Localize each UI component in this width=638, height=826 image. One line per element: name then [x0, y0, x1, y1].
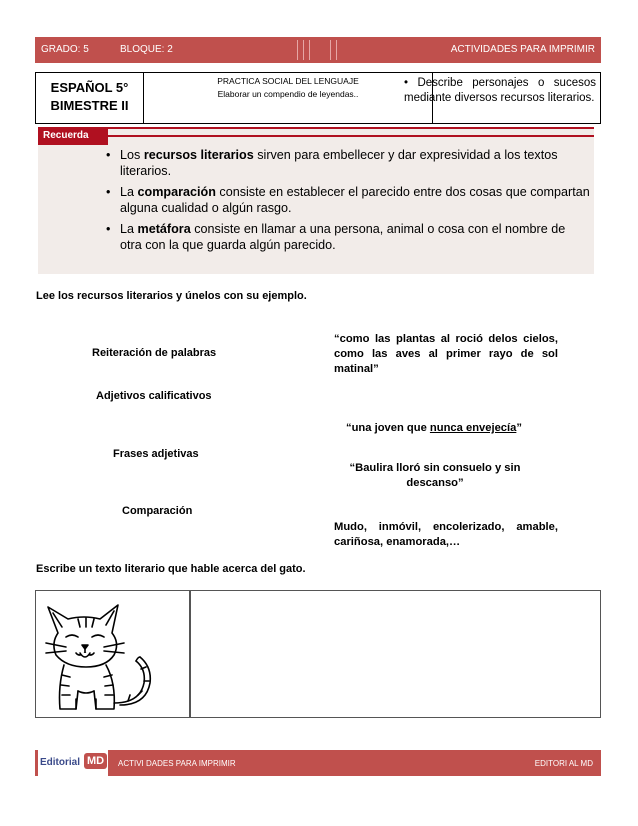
header-title: ACTIVIDADES PARA IMPRIMIR [450, 44, 595, 55]
left-item-frases: Frases adjetivas [113, 448, 199, 460]
right-item-2: “una joven que nunca envejecía” [346, 422, 522, 434]
exercise1-instruction: Lee los recursos literarios y únelos con su ejemplo. [36, 290, 307, 302]
term: BIMESTRE II [50, 98, 129, 113]
logo-text: Editorial [40, 757, 81, 768]
logo-mark: MD [84, 753, 107, 769]
recuerda-rule [108, 135, 594, 137]
footer-left-text: ACTIVI DADES PARA IMPRIMIR [118, 759, 236, 768]
recuerda-label: Recuerda [38, 127, 108, 145]
footer-right-text: EDITORI AL MD [534, 759, 593, 768]
left-item-reiteracion: Reiteración de palabras [92, 347, 217, 359]
left-item-adjetivos: Adjetivos calificativos [96, 390, 212, 402]
practice-desc: Elaborar un compendio de leyendas.. [217, 89, 359, 99]
header-band [35, 37, 601, 63]
divider [297, 40, 298, 60]
practice-cell [144, 73, 433, 123]
block-label: BLOQUE: 2 [120, 44, 173, 55]
subject-cell [36, 73, 144, 123]
writing-area[interactable] [190, 590, 601, 718]
recuerda-box [38, 127, 594, 274]
divider [336, 40, 337, 60]
grade-label: GRADO: 5 [41, 44, 89, 55]
right-item-4: Mudo, inmóvil, encolerizado, amable, cariñosa, enamorada,… [334, 521, 558, 548]
recuerda-list [120, 147, 590, 258]
right-item-3: “Baulira lloró sin consuelo y sin descanso” [349, 462, 521, 489]
learning-goal: • Describe personajes o sucesos mediante diversos recursos literarios. [404, 77, 596, 104]
practice-title: PRACTICA SOCIAL DEL LENGUAJE [217, 76, 359, 86]
info-table [35, 72, 601, 124]
subject: ESPAÑOL 5° [50, 80, 129, 95]
divider [309, 40, 310, 60]
left-item-comparacion: Comparación [122, 505, 193, 517]
cat-picture-box [35, 590, 190, 718]
footer-band [35, 750, 601, 776]
divider [303, 40, 304, 60]
cat-illustration [36, 591, 189, 717]
recuerda-item: • Los recursos literarios sirven para embellecer y dar expresividad a los textos literarios. [120, 147, 590, 179]
divider [330, 40, 331, 60]
recuerda-item: • La metáfora consiste en llamar a una persona, animal o cosa con el nombre de otra con la que guarda algún parecido. [120, 221, 590, 253]
recuerda-item: • La comparación consiste en establecer el parecido entre dos cosas que compartan alguna cualidad o algún rasgo. [120, 184, 590, 216]
editorial-logo [38, 749, 108, 777]
right-item-1: “como las plantas al roció delos cielos, como las aves al primer rayo de sol matinal” [334, 333, 558, 375]
exercise2-instruction: Escribe un texto literario que hable acerca del gato. [36, 563, 306, 575]
